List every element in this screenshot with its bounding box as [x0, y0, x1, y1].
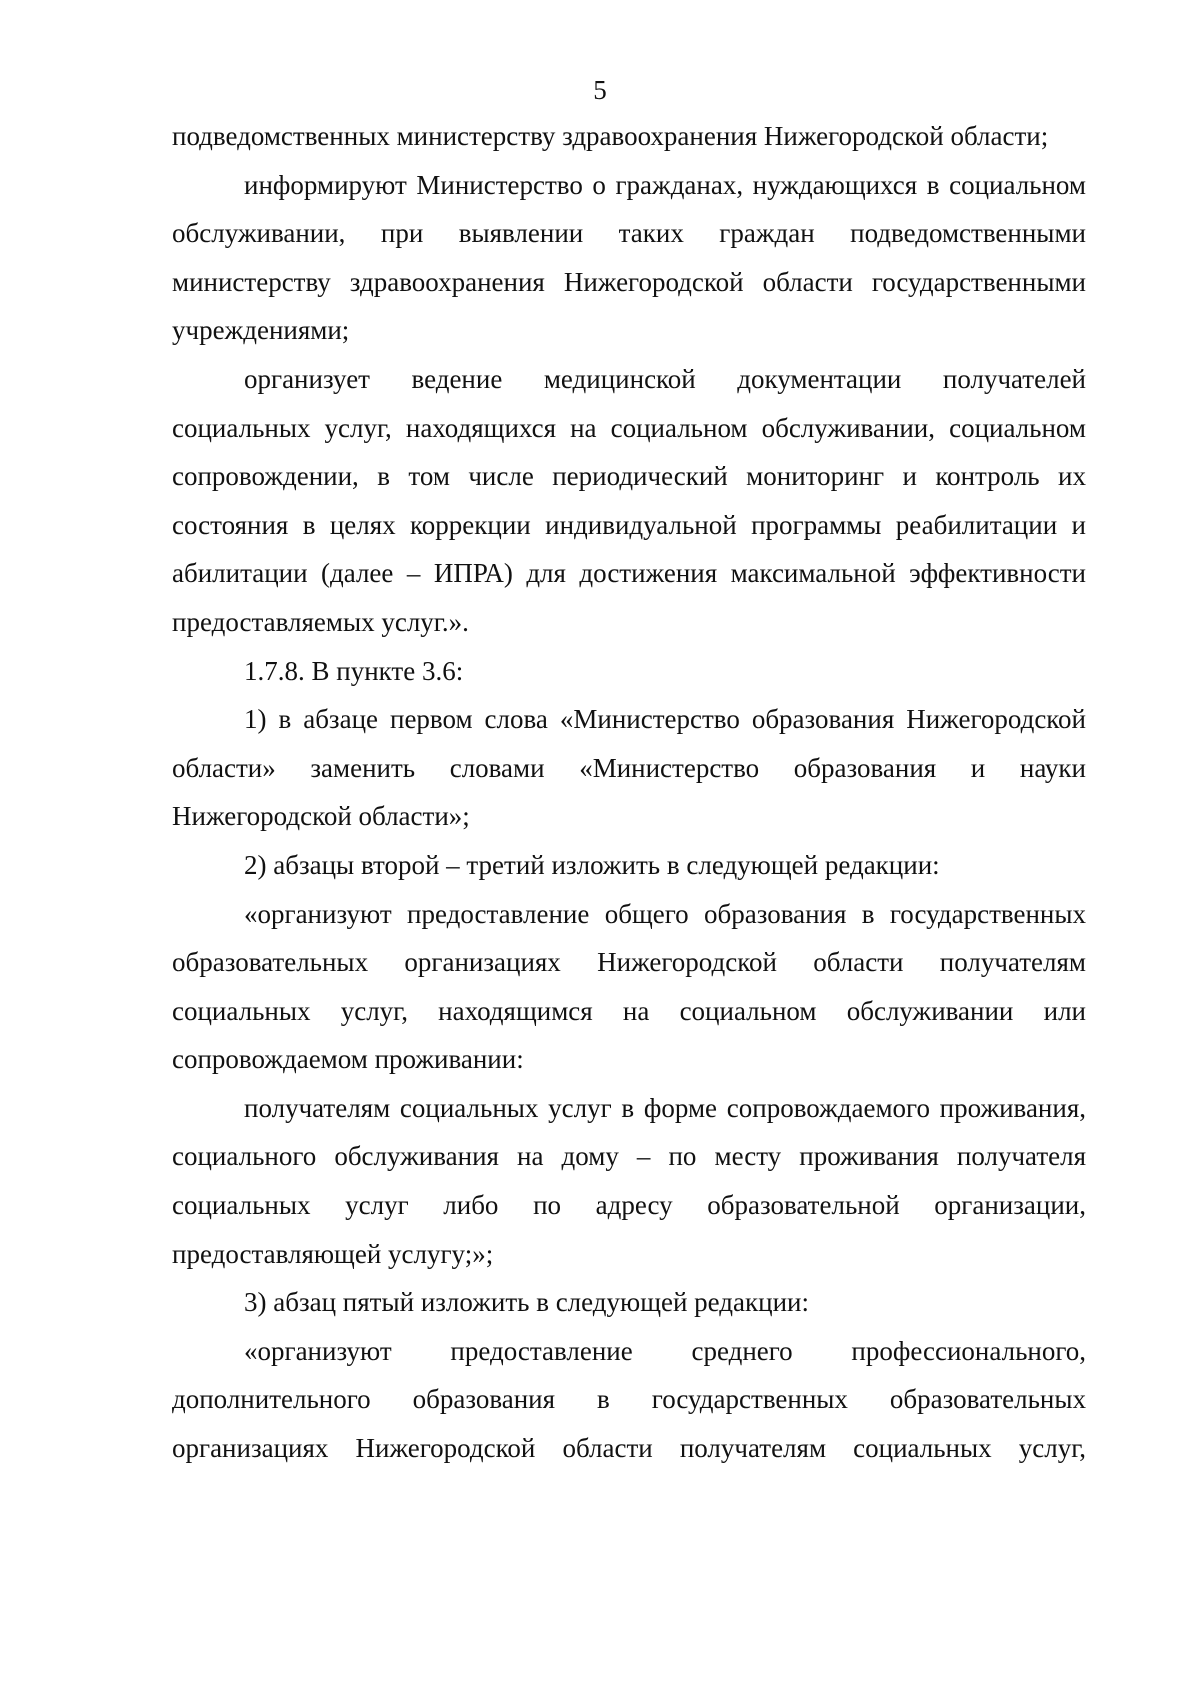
page-number: 5	[593, 75, 607, 105]
paragraph: «организуют предоставление общего образования в государственных образовательных организациях Нижегородской области получателям социальных услуг, находящимся на социальном обслуживании или сопровождаемом проживании:	[172, 898, 1086, 1075]
paragraph: «организуют предоставление среднего профессионального, дополнительного образования в государственных образовательных организациях Нижегородской области получателям социальных услуг,	[172, 1335, 1086, 1464]
paragraph: получателям социальных услуг в форме сопровождаемого проживания, социального обслуживания на дому – по месту проживания получателя социальных услуг либо по адресу образовательной организации, предоставляющей услугу;»;	[172, 1092, 1086, 1269]
paragraph: подведомственных министерству здравоохранения Нижегородской области;	[172, 121, 1049, 151]
paragraph: 1.7.8. В пункте 3.6:	[244, 655, 464, 686]
paragraph: 1) в абзаце первом слова «Министерство образования Нижегородской области» заменить словами «Министерство образования и науки Нижегородской области»;	[172, 704, 1086, 832]
paragraph: 2) абзацы второй – третий изложить в следующей редакции:	[244, 849, 940, 880]
document-body	[172, 112, 1086, 1473]
paragraph: информируют Министерство о гражданах, нуждающихся в социальном обслуживании, при выявлении таких граждан подведомственными министерству здравоохранения Нижегородской области государственными учреждениями;	[172, 169, 1086, 346]
paragraph: 3) абзац пятый изложить в следующей редакции:	[244, 1287, 809, 1318]
paragraph: организует ведение медицинской документации получателей социальных услуг, находящихся на социальном обслуживании, социальном сопровождении, в том числе периодический мониторинг и контроль их состояния в целях коррекции индивидуальной программы реабилитации и абилитации (далее – ИПРА) для достижения максимальной эффективности предоставляемых услуг.».	[172, 363, 1086, 637]
